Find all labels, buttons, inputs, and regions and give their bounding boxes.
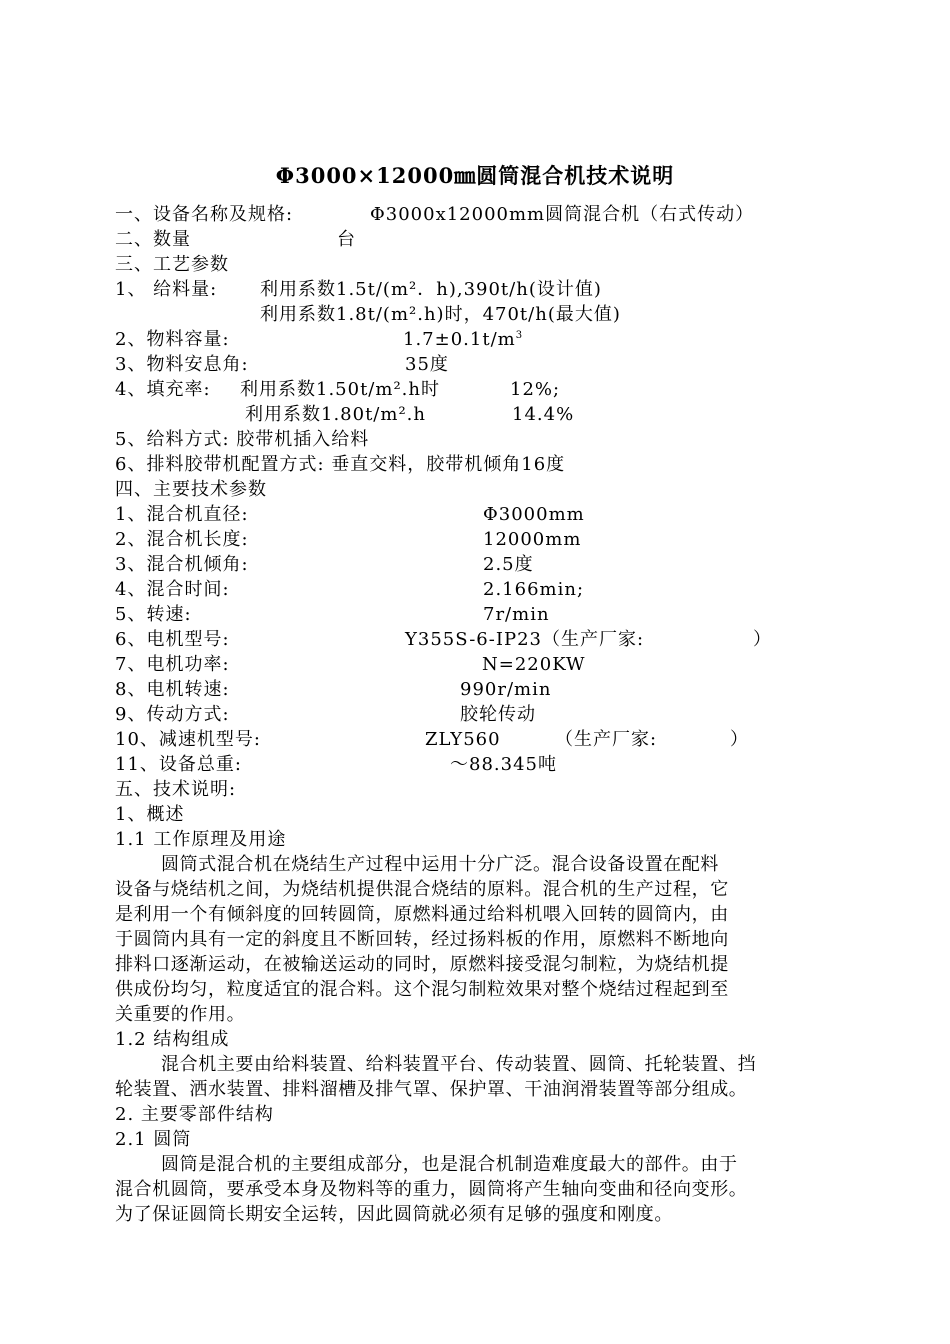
quantity-unit: 台 [337,229,356,250]
process-params-heading: 三、工艺参数 [115,254,229,275]
document-title: Φ3000×12000㎜圆筒混合机技术说明 [275,163,675,188]
param-label: 8、电机转速: [115,679,230,700]
paragraph-line: 是利用一个有倾斜度的回转圆筒，原燃料通过给料机喂入回转的圆筒内，由 [115,904,729,925]
fill-rate-condition-1: 利用系数1.50t/m².h时 [240,379,440,400]
param-label: 10、减速机型号: [115,729,261,750]
param-label: 6、电机型号: [115,629,230,650]
param-label: 7、电机功率: [115,654,230,675]
main-params-heading: 四、主要技术参数 [115,479,267,500]
quantity-label: 二、数量 [115,229,191,250]
param-suffix: ） [730,729,749,750]
param-value: Y355S-6-IP23（生产厂家: [405,629,645,650]
overview-heading: 1、概述 [115,804,185,825]
param-value: 胶轮传动 [460,704,536,725]
fill-rate-value-1: 12%; [510,379,561,400]
param-label: 2、混合机长度: [115,529,249,550]
equipment-name-value: Φ3000x12000mm圆筒混合机（右式传动） [370,204,755,225]
fill-rate-value-2: 14.4% [512,404,575,425]
param-value: 990r/min [460,679,552,700]
material-density-value: $1.7\pm 0.1t/m^3$ [403,329,524,350]
param-value: 12000mm [483,529,582,550]
param-value: ZLY560 [425,729,501,750]
paragraph-line: 关重要的作用。 [115,1004,246,1025]
param-suffix: ） [753,629,772,650]
paragraph-line: 轮装置、洒水装置、排料溜槽及排气罩、保护罩、干油润滑装置等部分组成。 [115,1079,748,1100]
tech-notes-heading: 五、技术说明: [115,779,237,800]
feed-rate-value-2: 利用系数1.8t/(m².h)时，470t/h(最大值) [260,304,621,325]
param-manufacturer: （生产厂家: [555,729,658,750]
paragraph-line: 圆筒式混合机在烧结生产过程中运用十分广泛。混合设备设置在配料 [161,854,719,875]
drum-heading: 2.1 圆筒 [115,1129,192,1150]
principle-heading: 1.1 工作原理及用途 [115,829,287,850]
components-heading: 2. 主要零部件结构 [115,1104,274,1125]
param-value: 7r/min [483,604,550,625]
material-density-label: 2、物料容量: [115,329,230,350]
param-label: 5、转速: [115,604,192,625]
fill-rate-label: 4、填充率: [115,379,211,400]
feed-method-line: 5、给料方式: 胶带机插入给料 [115,429,370,450]
param-value: N=220KW [482,654,586,675]
repose-angle-value: 35度 [405,354,449,375]
param-value: 2.5度 [483,554,534,575]
param-value: Φ3000mm [483,504,585,525]
param-value: ～88.345吨 [450,754,557,775]
param-label: 1、混合机直径: [115,504,249,525]
paragraph-line: 供成份均匀，粒度适宜的混合料。这个混匀制粒效果对整个烧结过程起到至 [115,979,729,1000]
structure-heading: 1.2 结构组成 [115,1029,230,1050]
param-label: 4、混合时间: [115,579,230,600]
paragraph-line: 设备与烧结机之间，为烧结机提供混合烧结的原料。混合机的生产过程，它 [115,879,729,900]
equipment-name-label: 一、设备名称及规格: [115,204,294,225]
paragraph-line: 混合机主要由给料装置、给料装置平台、传动装置、圆筒、托轮装置、挡 [161,1054,757,1075]
paragraph-line: 于圆筒内具有一定的斜度且不断回转，经过扬料板的作用，原燃料不断地向 [115,929,729,950]
structure-paragraph [115,1052,840,1102]
repose-angle-label: 3、物料安息角: [115,354,249,375]
paragraph-line: 圆筒是混合机的主要组成部分，也是混合机制造难度最大的部件。由于 [161,1154,738,1175]
fill-rate-condition-2: 利用系数1.80t/m².h [245,404,426,425]
discharge-config-line: 6、排料胶带机配置方式: 垂直交料，胶带机倾角16度 [115,454,566,475]
param-label: 11、设备总重: [115,754,242,775]
feed-rate-label: 1、 给料量: [115,279,218,300]
paragraph-line: 为了保证圆筒长期安全运转，因此圆筒就必须有足够的强度和刚度。 [115,1204,673,1225]
param-value: 2.166min; [483,579,585,600]
paragraph-line: 混合机圆筒，要承受本身及物料等的重力，圆筒将产生轴向变曲和径向变形。 [115,1179,748,1200]
feed-rate-value-1: 利用系数1.5t/(m²．h),390t/h(设计值) [260,279,602,300]
param-label: 9、传动方式: [115,704,230,725]
paragraph-line: 排料口逐渐运动，在被输送运动的同时，原燃料接受混匀制粒，为烧结机提 [115,954,729,975]
drum-paragraph [115,1152,840,1227]
principle-paragraph [115,852,840,1027]
param-label: 3、混合机倾角: [115,554,249,575]
